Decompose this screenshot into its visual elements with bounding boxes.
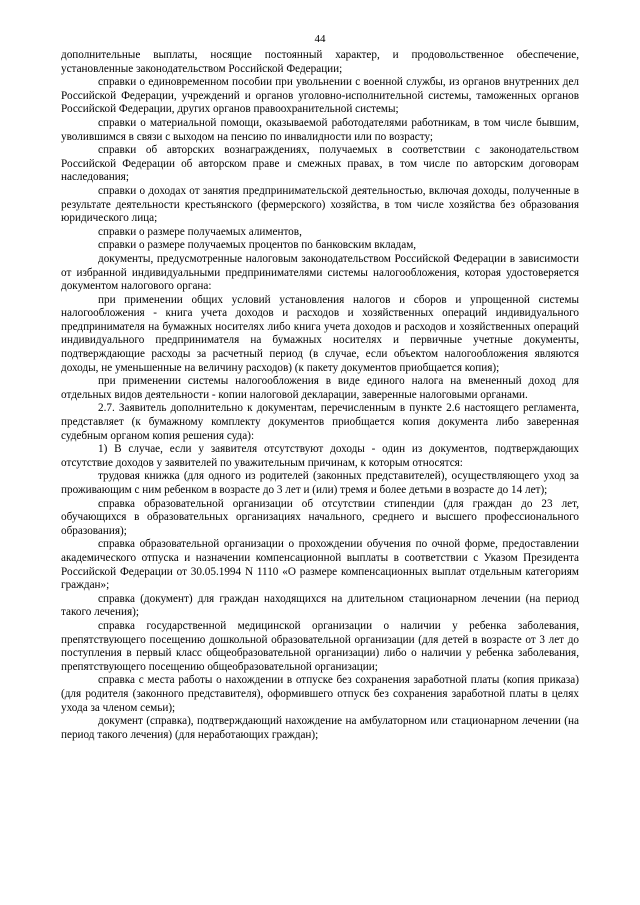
paragraph: справка с места работы о нахождении в отпуске без сохранения заработной платы (копия приказа) (для родителя (законного представителя), оформившего отпуск без сохранения заработной платы в целях ухода за членом семьи); bbox=[61, 674, 579, 714]
paragraph: справка образовательной организации о прохождении обучения по очной форме, предоставлении академического отпуска и назначении компенсационной выплаты в соответствии с Указом Президента Российской Федерации от 30.05.1994 N 1110 «О размере компенсационных выплат отдельным категориям граждан»; bbox=[61, 538, 579, 592]
paragraph: документы, предусмотренные налоговым законодательством Российской Федерации в зависимости от избранной индивидуальными предпринимателями системы налогообложения, которая удостоверяется документом налогового органа: bbox=[61, 252, 579, 293]
paragraph: документ (справка), подтверждающий нахождение на амбулаторном или стационарном лечении (на период такого лечения) (для неработающих граждан); bbox=[61, 715, 579, 741]
paragraph: справка образовательной организации об отсутствии стипендии (для граждан до 23 лет, обучающихся в образовательных организациях начального, среднего и высшего профессионального образования); bbox=[61, 497, 579, 537]
paragraph: справки о единовременном пособии при увольнении с военной службы, из органов внутренних дел Российской Федерации, учреждений и органов уголовно-исполнительной системы, таможенных органов Российской Федерации, других органов правоохранительной системы; bbox=[61, 76, 579, 116]
page-number: 44 bbox=[314, 33, 326, 45]
paragraph: справки о размере получаемых алиментов, bbox=[98, 225, 302, 238]
paragraph: 1) В случае, если у заявителя отсутствуют доходы - один из документов, подтверждающих отсутствие доходов у заявителей по уважительным причинам, к которым относятся: bbox=[61, 443, 579, 469]
paragraph: трудовая книжка (для одного из родителей (законных представителей), осуществляющего уход за проживающим с ним ребенком в возрасте до 3 лет и (или) тремя и более детьми в возрасте до 14 лет); bbox=[61, 470, 579, 496]
document-body bbox=[61, 49, 579, 742]
paragraph: при применении системы налогообложения в виде единого налога на вмененный доход для отдельных видов деятельности - копии налоговой декларации, заверенные налоговыми органами. bbox=[61, 375, 579, 401]
paragraph: справки о размере получаемых процентов по банковским вкладам, bbox=[98, 239, 417, 252]
paragraph: справки об авторских вознаграждениях, получаемых в соответствии с законодательством Российской Федерации об авторском праве и смежных правах, в том числе по авторским договорам наследования; bbox=[61, 144, 579, 184]
paragraph: справка государственной медицинской организации о наличии у ребенка заболевания, препятствующего посещению дошкольной образовательной организации (для детей в возрасте от 3 лет до поступления в первый класс общеобразовательной организации) либо о наличии у ребенка заболевания, препятствующего посещению общеобразовательной организации; bbox=[61, 619, 579, 673]
paragraph: справка (документ) для граждан находящихся на длительном стационарном лечении (на период такого лечения); bbox=[61, 592, 579, 619]
paragraph: справки о материальной помощи, оказываемой работодателями работникам, в том числе бывшим, уволившимся в связи с выходом на пенсию по инвалидности или по возрасту; bbox=[61, 116, 579, 143]
paragraph: 2.7. Заявитель дополнительно к документам, перечисленным в пункте 2.6 настоящего регламента, представляет (к бумажному комплекту документов приобщается копия документа либо заверенная судебным органом копия решения суда): bbox=[61, 402, 579, 442]
paragraph: дополнительные выплаты, носящие постоянный характер, и продовольственное обеспечение, установленные законодательством Российской Федерации; bbox=[61, 49, 579, 75]
paragraph: справки о доходах от занятия предпринимательской деятельностью, включая доходы, полученные в результате деятельности крестьянского (фермерского) хозяйства, в том числе хозяйства без образования юридического лица; bbox=[61, 184, 579, 225]
paragraph: при применении общих условий установления налогов и сборов и упрощенной системы налогообложения - книга учета доходов и расходов и хозяйственных операций индивидуального предпринимателя на бумажных носителях либо книга учета доходов и расходов и хозяйственных операций индивидуального предпринимателя на бумажных носителях и первичные учетные документы, подтверждающие расходы за расчетный период (в случае, если объектом налогообложения являются доходы, не уменьшенные на величину расходов) (к пакету документов приобщается копия); bbox=[61, 293, 579, 374]
